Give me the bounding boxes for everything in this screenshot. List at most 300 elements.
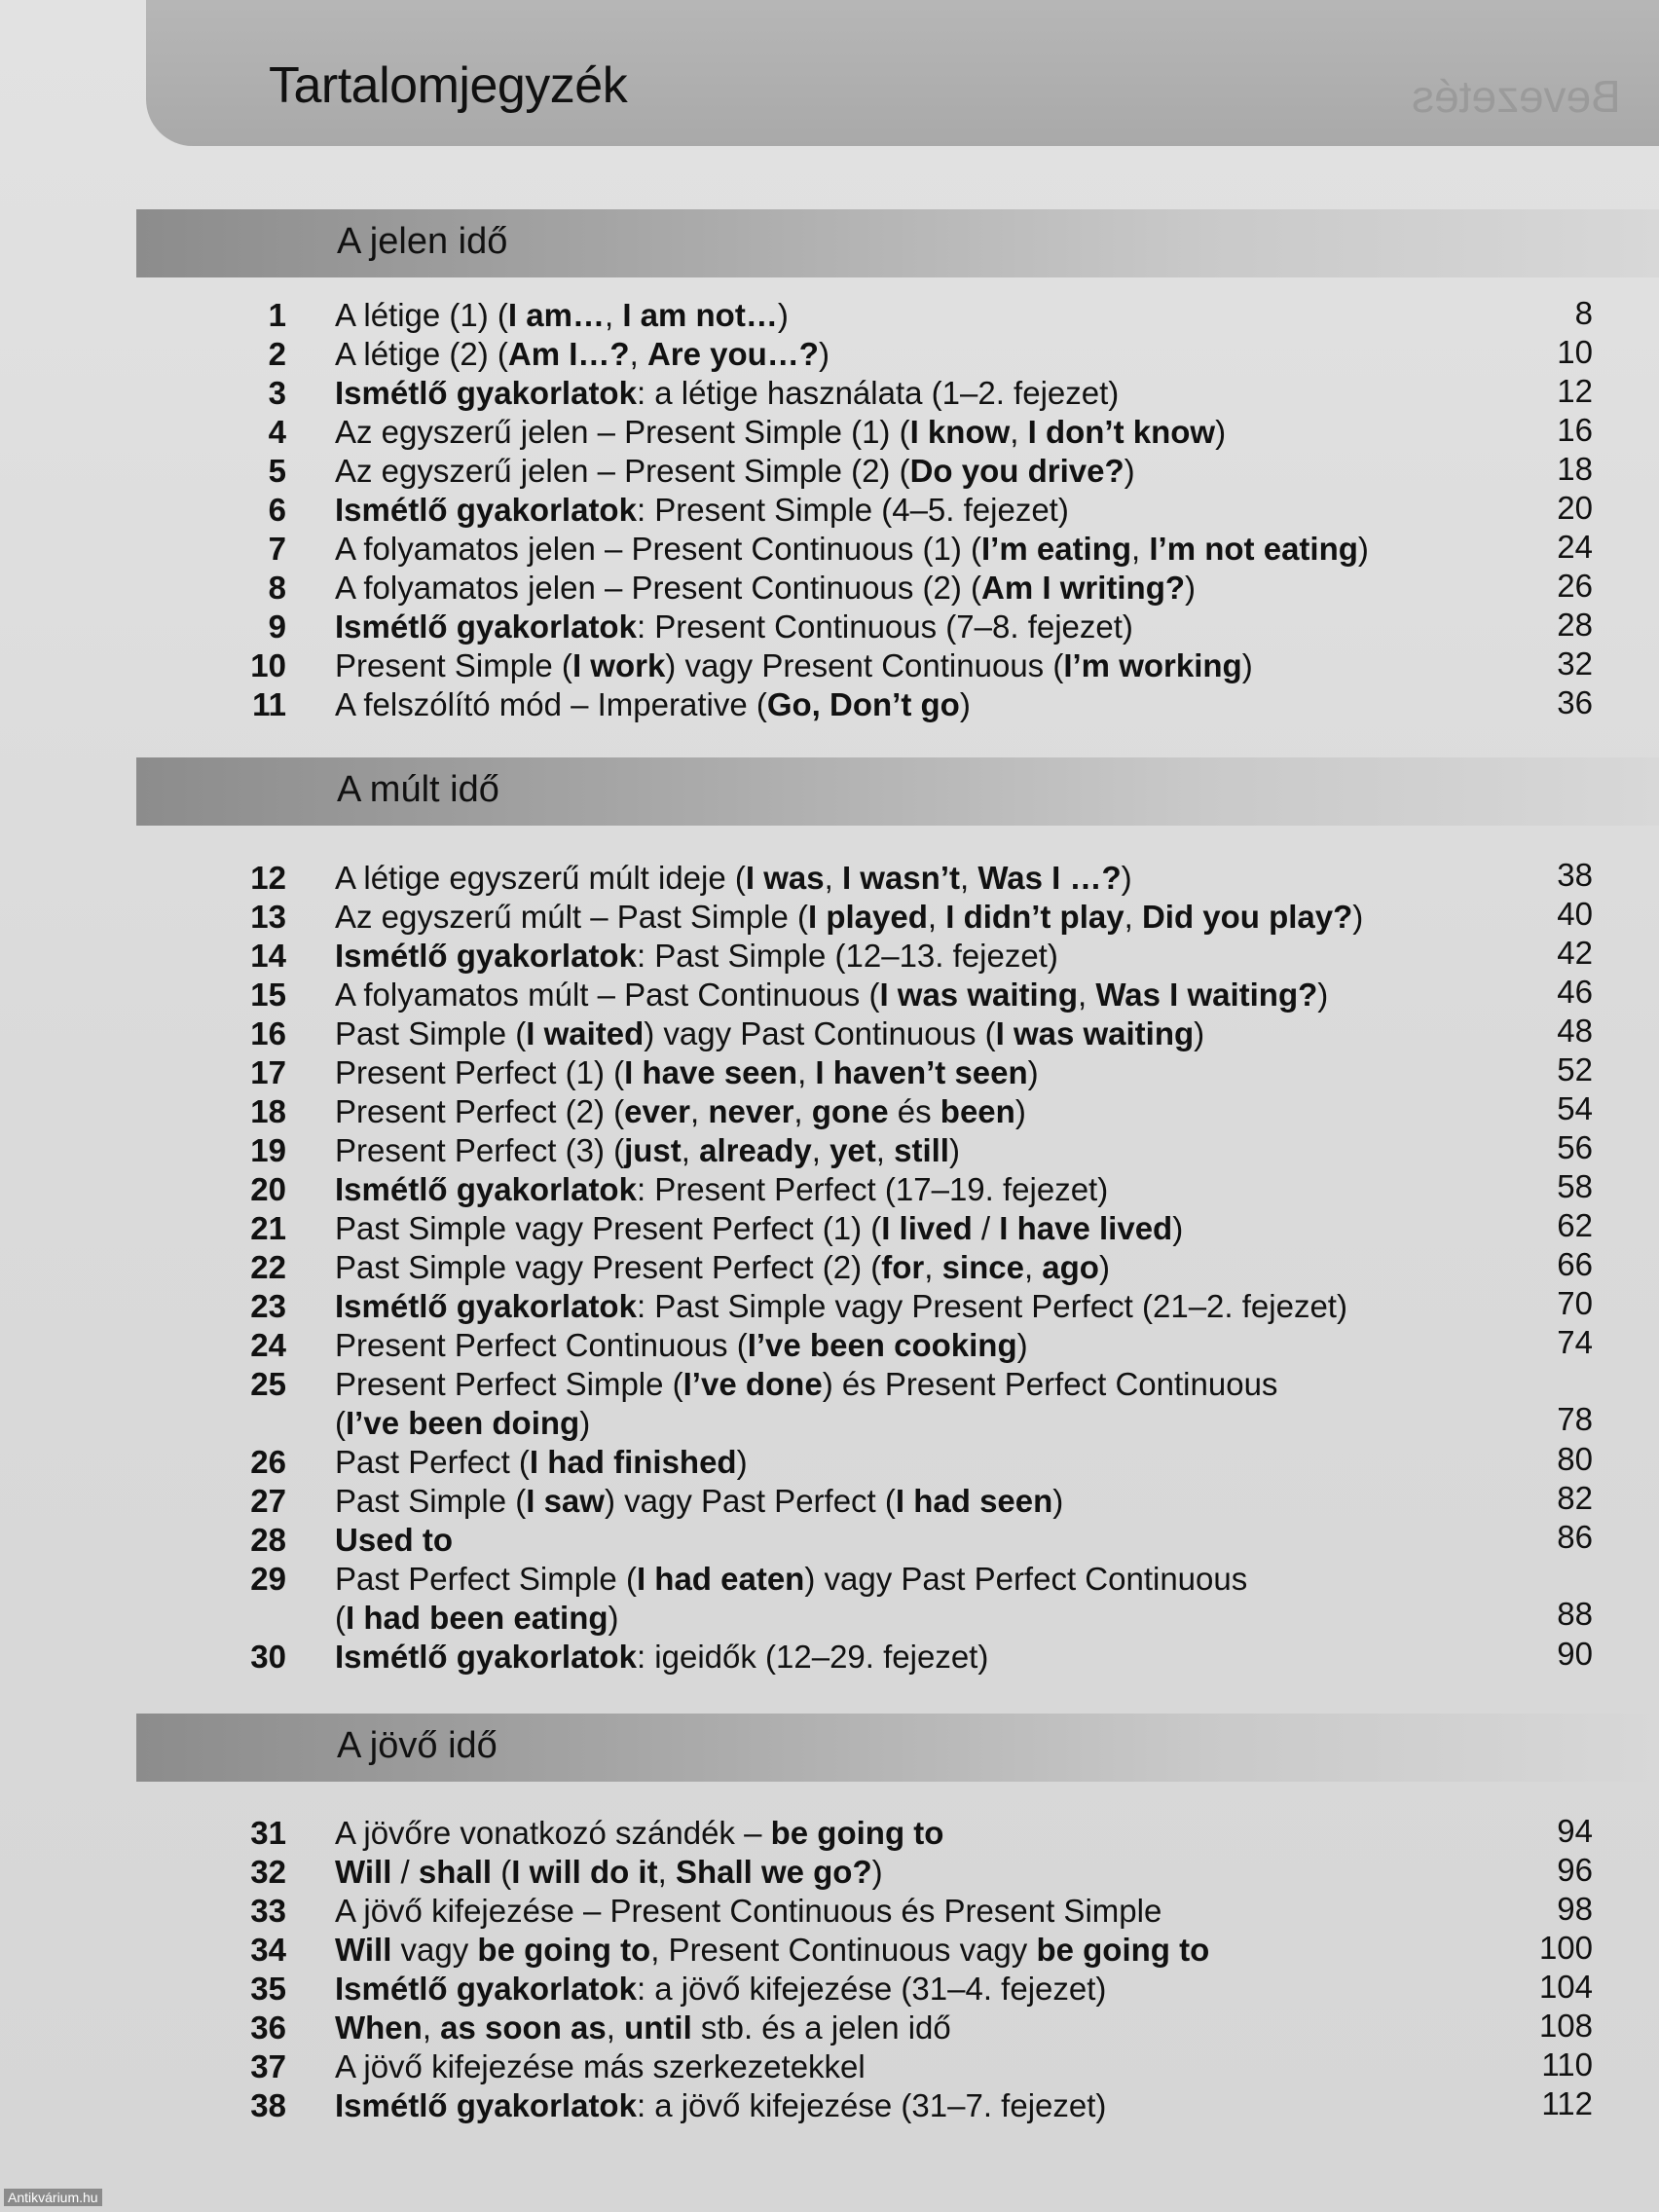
toc-entry	[0, 531, 1659, 570]
toc-entry	[0, 1285, 1659, 1327]
chapter-number: 5	[268, 453, 286, 489]
chapter-title-bold: be going to	[477, 1932, 651, 1968]
page-number: 90	[1557, 1636, 1593, 1672]
toc-entry	[0, 1815, 1659, 1854]
chapter-title	[335, 1932, 1209, 1969]
chapter-title-bold: I will do it	[511, 1854, 658, 1890]
page-number: 52	[1557, 1051, 1593, 1088]
page-number: 70	[1557, 1285, 1593, 1321]
chapter-title-part: ) vagy Present Continuous (	[665, 647, 1064, 683]
chapter-title-part: Present Perfect Simple (	[335, 1366, 683, 1402]
chapter-number: 31	[250, 1815, 286, 1851]
chapter-number: 29	[250, 1561, 286, 1597]
toc-entry	[0, 297, 1659, 336]
chapter-title-part: Past Perfect Simple (	[335, 1561, 637, 1597]
chapter-number: 18	[250, 1093, 286, 1129]
chapter-number: 30	[250, 1639, 286, 1675]
chapter-number: 32	[250, 1854, 286, 1890]
toc-entry	[0, 1971, 1659, 2009]
chapter-number: 37	[250, 2048, 286, 2084]
chapter-title-part: ,	[797, 1054, 816, 1090]
chapter-title-bold: I am not…	[622, 297, 778, 333]
chapter-title	[335, 2048, 866, 2085]
chapter-number: 10	[250, 647, 286, 683]
page-number: 18	[1557, 451, 1593, 487]
page-number: 110	[1541, 2046, 1593, 2083]
section-header	[136, 757, 1659, 826]
chapter-title-bold: Used to	[335, 1522, 454, 1558]
page-number: 62	[1557, 1207, 1593, 1243]
toc-entry	[0, 1168, 1659, 1210]
chapter-title-part: )	[579, 1405, 591, 1441]
chapter-title	[335, 1015, 1204, 1052]
chapter-number: 13	[250, 899, 286, 935]
chapter-title-bold: I lived	[881, 1210, 973, 1246]
chapter-title-part: )	[777, 297, 789, 333]
chapter-title	[335, 686, 971, 723]
chapter-title-part: A folyamatos jelen – Present Continuous (2) (	[335, 570, 982, 606]
chapter-number: 3	[268, 375, 286, 411]
chapter-title-bold: Are you…?	[646, 336, 819, 372]
chapter-title-part: ) és Present Perfect Continuous	[822, 1366, 1278, 1402]
chapter-title-part: ,	[422, 2009, 441, 2046]
chapter-title	[335, 492, 1069, 529]
chapter-number: 17	[250, 1054, 286, 1090]
chapter-title-part: : a jövő kifejezése (31–7. fejezet)	[636, 2087, 1107, 2123]
toc-entry	[0, 492, 1659, 531]
chapter-title-part: )	[1098, 1249, 1110, 1285]
chapter-title-part: )	[1172, 1210, 1184, 1246]
chapter-title	[335, 938, 1058, 975]
chapter-title-part: ,	[681, 1132, 700, 1168]
page-number: 24	[1557, 529, 1593, 565]
page-number: 20	[1557, 490, 1593, 526]
chapter-number: 9	[268, 608, 286, 645]
chapter-number: 19	[250, 1132, 286, 1168]
chapter-title-part: )	[1124, 453, 1135, 489]
chapter-title-bold: since	[941, 1249, 1024, 1285]
page-number: 40	[1557, 896, 1593, 932]
chapter-title-bold: be going to	[770, 1815, 944, 1851]
chapter-title-bold: been	[940, 1093, 1015, 1129]
section-title: A jövő idő	[337, 1725, 498, 1766]
chapter-title-bold: ago	[1042, 1249, 1099, 1285]
chapter-number: 26	[250, 1444, 286, 1480]
chapter-title-part: )	[1016, 1327, 1028, 1363]
page-number: 66	[1557, 1246, 1593, 1282]
chapter-title	[335, 570, 1196, 607]
chapter-title-part: /	[391, 1854, 419, 1890]
chapter-number: 2	[268, 336, 286, 372]
chapter-title	[335, 375, 1119, 412]
chapter-title-bold: When	[335, 2009, 423, 2046]
chapter-title-part: ) vagy Past Continuous (	[644, 1015, 996, 1051]
chapter-title-part: )	[1052, 1483, 1064, 1519]
chapter-number: 27	[250, 1483, 286, 1519]
chapter-title-bold: Am I writing?	[981, 570, 1186, 606]
chapter-title-part: Present Perfect (3) (	[335, 1132, 625, 1168]
chapter-title-bold: I’m working	[1063, 647, 1242, 683]
chapter-title-bold: yet	[830, 1132, 876, 1168]
chapter-title-part: ,	[629, 336, 647, 372]
chapter-title-bold: just	[624, 1132, 682, 1168]
chapter-number: 12	[250, 860, 286, 896]
chapter-number: 36	[250, 2009, 286, 2046]
chapter-number: 35	[250, 1971, 286, 2007]
chapter-title-bold: shall	[418, 1854, 493, 1890]
chapter-number: 14	[250, 938, 286, 974]
toc-entry	[0, 686, 1659, 725]
chapter-number: 15	[250, 977, 286, 1013]
chapter-title-bold: Shall we go?	[675, 1854, 872, 1890]
chapter-title-part: : Present Perfect (17–19. fejezet)	[636, 1171, 1109, 1207]
chapter-title	[335, 977, 1328, 1014]
chapter-title-bold: I played	[808, 899, 928, 935]
toc-entry	[0, 1366, 1659, 1441]
chapter-title-part: Past Simple (	[335, 1483, 527, 1519]
chapter-title-bold: Ismétlő gyakorlatok	[335, 608, 637, 645]
toc-entry	[0, 453, 1659, 492]
chapter-title-bold: Go, Don’t go	[766, 686, 960, 722]
chapter-title-part: ,	[1131, 531, 1150, 567]
chapter-title-part: ,	[793, 1093, 812, 1129]
chapter-title-bold: I had finished	[529, 1444, 737, 1480]
toc-entry	[0, 1561, 1659, 1636]
chapter-title-part: ) vagy Past Perfect Continuous	[804, 1561, 1248, 1597]
chapter-title-bold: I’m eating	[981, 531, 1132, 567]
chapter-title	[335, 336, 830, 373]
chapter-title	[335, 647, 1253, 684]
toc-entry	[0, 1246, 1659, 1288]
page-number: 88	[1557, 1596, 1593, 1632]
chapter-title	[335, 1483, 1063, 1520]
section-header	[136, 1714, 1659, 1782]
chapter-title-bold: ever	[624, 1093, 691, 1129]
chapter-title-bold: as soon as	[440, 2009, 607, 2046]
chapter-title	[335, 1132, 960, 1169]
chapter-title-bold: Ismétlő gyakorlatok	[335, 2087, 637, 2123]
page-number: 12	[1557, 373, 1593, 409]
chapter-title	[335, 2009, 951, 2046]
chapter-title-bold: I had seen	[895, 1483, 1053, 1519]
chapter-title-bold: Ismétlő gyakorlatok	[335, 1288, 637, 1324]
chapter-number: 34	[250, 1932, 286, 1968]
chapter-title-bold: Ismétlő gyakorlatok	[335, 492, 637, 528]
toc-entry	[0, 336, 1659, 375]
toc-entry	[0, 896, 1659, 938]
toc-entry	[0, 1129, 1659, 1171]
chapter-title-part: )	[959, 686, 971, 722]
chapter-title-part: A létige (1) (	[335, 297, 508, 333]
chapter-title-part: ,	[606, 2009, 625, 2046]
chapter-title-part: )	[1317, 977, 1329, 1013]
page-number: 86	[1557, 1519, 1593, 1555]
chapter-title-bold: until	[624, 2009, 692, 2046]
chapter-title-part: vagy	[391, 1932, 478, 1968]
chapter-title-bold: I wasn’t	[841, 860, 960, 896]
chapter-title	[335, 414, 1226, 451]
page-title: Tartalomjegyzék	[269, 57, 628, 114]
chapter-title-part: /	[972, 1210, 1000, 1246]
chapter-title-part: A felszólító mód – Imperative (	[335, 686, 767, 722]
chapter-title	[335, 1288, 1347, 1325]
chapter-title-part: és	[888, 1093, 940, 1129]
chapter-title-bold: already	[699, 1132, 812, 1168]
toc-entry	[0, 1441, 1659, 1483]
chapter-title-bold: I didn’t play	[945, 899, 1124, 935]
chapter-title-bold: I was waiting	[995, 1015, 1195, 1051]
chapter-title	[335, 1093, 1026, 1130]
toc-entry	[0, 1480, 1659, 1522]
page-number: 26	[1557, 568, 1593, 604]
toc-entry	[0, 1051, 1659, 1093]
toc-entry	[0, 375, 1659, 414]
chapter-title	[335, 1444, 748, 1481]
chapter-title-bold: Am I…?	[507, 336, 630, 372]
chapter-title	[335, 1971, 1106, 2008]
toc-entry	[0, 1636, 1659, 1677]
page-number: 10	[1557, 334, 1593, 370]
chapter-title-part: Past Simple (	[335, 1015, 527, 1051]
page-number: 36	[1557, 684, 1593, 720]
chapter-title-part: Present Perfect (2) (	[335, 1093, 625, 1129]
chapter-number: 6	[268, 492, 286, 528]
chapter-title-part: A folyamatos múlt – Past Continuous (	[335, 977, 880, 1013]
chapter-number: 21	[250, 1210, 286, 1246]
chapter-title	[335, 608, 1133, 645]
page-number: 112	[1541, 2085, 1593, 2121]
chapter-title-bold: I had eaten	[636, 1561, 805, 1597]
chapter-title	[335, 1854, 883, 1891]
toc-entry	[0, 2009, 1659, 2048]
toc-entry	[0, 1090, 1659, 1132]
page-number: 54	[1557, 1090, 1593, 1126]
page-number: 104	[1538, 1969, 1593, 2005]
chapter-number: 25	[250, 1366, 286, 1402]
chapter-title-part: ,	[657, 1854, 676, 1890]
toc-entry	[0, 414, 1659, 453]
chapter-number: 1	[268, 297, 286, 333]
chapter-title-bold: gone	[811, 1093, 889, 1129]
chapter-title-part: Az egyszerű jelen – Present Simple (1) (	[335, 414, 910, 450]
chapter-title-bold: Ismétlő gyakorlatok	[335, 938, 637, 974]
chapter-title	[335, 1054, 1039, 1091]
page-number: 32	[1557, 645, 1593, 682]
chapter-title	[335, 1600, 619, 1637]
page-number: 94	[1557, 1813, 1593, 1849]
watermark: Antikvárium.hu	[4, 2189, 102, 2206]
chapter-title	[335, 1405, 590, 1442]
show-through-word: Bevezetés	[1412, 71, 1621, 122]
chapter-title	[335, 1171, 1108, 1208]
page-number: 46	[1557, 974, 1593, 1010]
page-number: 28	[1557, 607, 1593, 643]
chapter-title-bold: Ismétlő gyakorlatok	[335, 1971, 637, 2007]
chapter-title-bold: Will	[335, 1854, 392, 1890]
chapter-number: 23	[250, 1288, 286, 1324]
chapter-number: 38	[250, 2087, 286, 2123]
chapter-title-bold: I waited	[526, 1015, 645, 1051]
toc-entry	[0, 2048, 1659, 2087]
toc-entry	[0, 857, 1659, 899]
chapter-title-part: )	[1121, 860, 1132, 896]
chapter-title-bold: I work	[571, 647, 666, 683]
chapter-title-part: ,	[690, 1093, 709, 1129]
chapter-title-part: A létige (2) (	[335, 336, 508, 372]
chapter-title-part: )	[736, 1444, 748, 1480]
chapter-title-bold: I know	[909, 414, 1011, 450]
chapter-title-bold: I’ve done	[682, 1366, 823, 1402]
chapter-title-part: )	[948, 1132, 960, 1168]
toc-entry	[0, 570, 1659, 608]
chapter-title	[335, 531, 1369, 568]
chapter-title-bold: I was	[745, 860, 825, 896]
page-number: 108	[1538, 2008, 1593, 2044]
chapter-title-bold: be going to	[1036, 1932, 1210, 1968]
chapter-title-part: : a jövő kifejezése (31–4. fejezet)	[636, 1971, 1107, 2007]
chapter-title	[335, 453, 1135, 490]
section-title: A jelen idő	[337, 221, 508, 262]
chapter-title-part: ,	[1077, 977, 1096, 1013]
chapter-title-part: ,	[1023, 1249, 1043, 1285]
chapter-number: 8	[268, 570, 286, 606]
chapter-title	[335, 297, 789, 334]
chapter-number: 24	[250, 1327, 286, 1363]
chapter-title-part: Present Perfect (1) (	[335, 1054, 625, 1090]
chapter-title	[335, 899, 1363, 936]
chapter-title-part: ) vagy Past Perfect (	[604, 1483, 896, 1519]
chapter-title-bold: Was I …?	[977, 860, 1122, 896]
page-number: 42	[1557, 935, 1593, 971]
chapter-title-bold: I’ve been cooking	[747, 1327, 1017, 1363]
chapter-number: 33	[250, 1893, 286, 1929]
chapter-title-part: )	[1194, 1015, 1205, 1051]
page-number: 8	[1574, 295, 1593, 331]
toc-entry	[0, 1932, 1659, 1971]
chapter-title-part: (	[492, 1854, 512, 1890]
chapter-title-bold: still	[894, 1132, 949, 1168]
section-title: A múlt idő	[337, 769, 499, 810]
chapter-title-part: A jövőre vonatkozó szándék –	[335, 1815, 771, 1851]
chapter-title	[335, 1815, 943, 1852]
chapter-title-bold: I don’t know	[1027, 414, 1216, 450]
page-number: 48	[1557, 1013, 1593, 1049]
chapter-title-part: stb. és a jelen idő	[691, 2009, 951, 2046]
toc-entry	[0, 1893, 1659, 1932]
chapter-title-part: : igeidők (12–29. fejezet)	[636, 1639, 989, 1675]
chapter-number: 28	[250, 1522, 286, 1558]
page-number: 82	[1557, 1480, 1593, 1516]
chapter-title-part: Present Simple (	[335, 647, 572, 683]
chapter-title-part: )	[1014, 1093, 1026, 1129]
chapter-title-bold: Do you drive?	[909, 453, 1124, 489]
chapter-title	[335, 1561, 1247, 1598]
chapter-title-part: : Present Simple (4–5. fejezet)	[636, 492, 1069, 528]
chapter-title-part: A folyamatos jelen – Present Continuous (1) (	[335, 531, 982, 567]
chapter-title	[335, 1249, 1110, 1286]
chapter-title-part: )	[1241, 647, 1253, 683]
chapter-title-bold: I am…	[507, 297, 605, 333]
page-number: 100	[1538, 1930, 1593, 1966]
chapter-title-part: ,	[604, 297, 623, 333]
toc-entry	[0, 1015, 1659, 1054]
toc-entry	[0, 1207, 1659, 1249]
chapter-number: 16	[250, 1015, 286, 1051]
chapter-title-part: Present Perfect Continuous (	[335, 1327, 748, 1363]
chapter-title-part: Az egyszerű múlt – Past Simple (	[335, 899, 809, 935]
toc-entry	[0, 1324, 1659, 1366]
page-number: 16	[1557, 412, 1593, 448]
chapter-title-bold: Ismétlő gyakorlatok	[335, 375, 637, 411]
chapter-title-bold: I was waiting	[879, 977, 1078, 1013]
chapter-title-bold: I’m not eating	[1149, 531, 1358, 567]
toc-entry	[0, 1854, 1659, 1893]
chapter-title-part: : Past Simple vagy Present Perfect (21–2. fejezet)	[636, 1288, 1347, 1324]
chapter-title-part: : Past Simple (12–13. fejezet)	[636, 938, 1058, 974]
chapter-title	[335, 1522, 453, 1559]
chapter-title-part: ,	[959, 860, 978, 896]
chapter-title-bold: I’ve been doing	[346, 1405, 580, 1441]
chapter-title-part: , Present Continuous vagy	[650, 1932, 1037, 1968]
chapter-title	[335, 860, 1132, 897]
chapter-title-part: A jövő kifejezése – Present Continuous és Present Simple	[335, 1893, 1162, 1929]
chapter-title-part: )	[1027, 1054, 1039, 1090]
chapter-title-part: (	[335, 1405, 346, 1441]
chapter-title-bold: Ismétlő gyakorlatok	[335, 1171, 637, 1207]
chapter-title-part: )	[608, 1600, 619, 1636]
chapter-title	[335, 1639, 988, 1676]
chapter-title-bold: Was I waiting?	[1095, 977, 1318, 1013]
toc-entry	[0, 935, 1659, 977]
chapter-number: 22	[250, 1249, 286, 1285]
page-number: 74	[1557, 1324, 1593, 1360]
chapter-title-bold: Will	[335, 1932, 392, 1968]
chapter-title	[335, 2087, 1106, 2124]
chapter-title-part: ,	[924, 1249, 942, 1285]
chapter-title-part: Past Simple vagy Present Perfect (1) (	[335, 1210, 882, 1246]
page-number: 56	[1557, 1129, 1593, 1165]
toc-entry	[0, 608, 1659, 647]
chapter-number: 4	[268, 414, 286, 450]
chapter-title-part: ,	[1010, 414, 1028, 450]
chapter-title-bold: Did you play?	[1141, 899, 1353, 935]
chapter-title-bold: I have lived	[999, 1210, 1173, 1246]
chapter-title-part: A jövő kifejezése más szerkezetekkel	[335, 2048, 866, 2084]
chapter-title-bold: I saw	[526, 1483, 605, 1519]
chapter-title-part: A létige egyszerű múlt ideje (	[335, 860, 746, 896]
page-number: 98	[1557, 1891, 1593, 1927]
chapter-title-part: ,	[824, 860, 842, 896]
toc-entry	[0, 647, 1659, 686]
chapter-title-part: )	[1185, 570, 1197, 606]
page-number: 78	[1557, 1401, 1593, 1437]
page-number: 38	[1557, 857, 1593, 893]
chapter-title-part: ,	[1124, 899, 1142, 935]
chapter-title-part: (	[335, 1600, 346, 1636]
chapter-title-bold: I had been eating	[346, 1600, 608, 1636]
toc-entry	[0, 1519, 1659, 1561]
section-header	[136, 209, 1659, 277]
chapter-title-bold: I haven’t seen	[815, 1054, 1028, 1090]
chapter-title	[335, 1327, 1028, 1364]
chapter-title-part: : Present Continuous (7–8. fejezet)	[636, 608, 1133, 645]
chapter-title-part: : a létige használata (1–2. fejezet)	[636, 375, 1120, 411]
chapter-title-part: Past Simple vagy Present Perfect (2) (	[335, 1249, 882, 1285]
chapter-title-part: )	[1215, 414, 1227, 450]
chapter-title-bold: I have seen	[624, 1054, 798, 1090]
page-number: 58	[1557, 1168, 1593, 1204]
chapter-title	[335, 1366, 1277, 1403]
